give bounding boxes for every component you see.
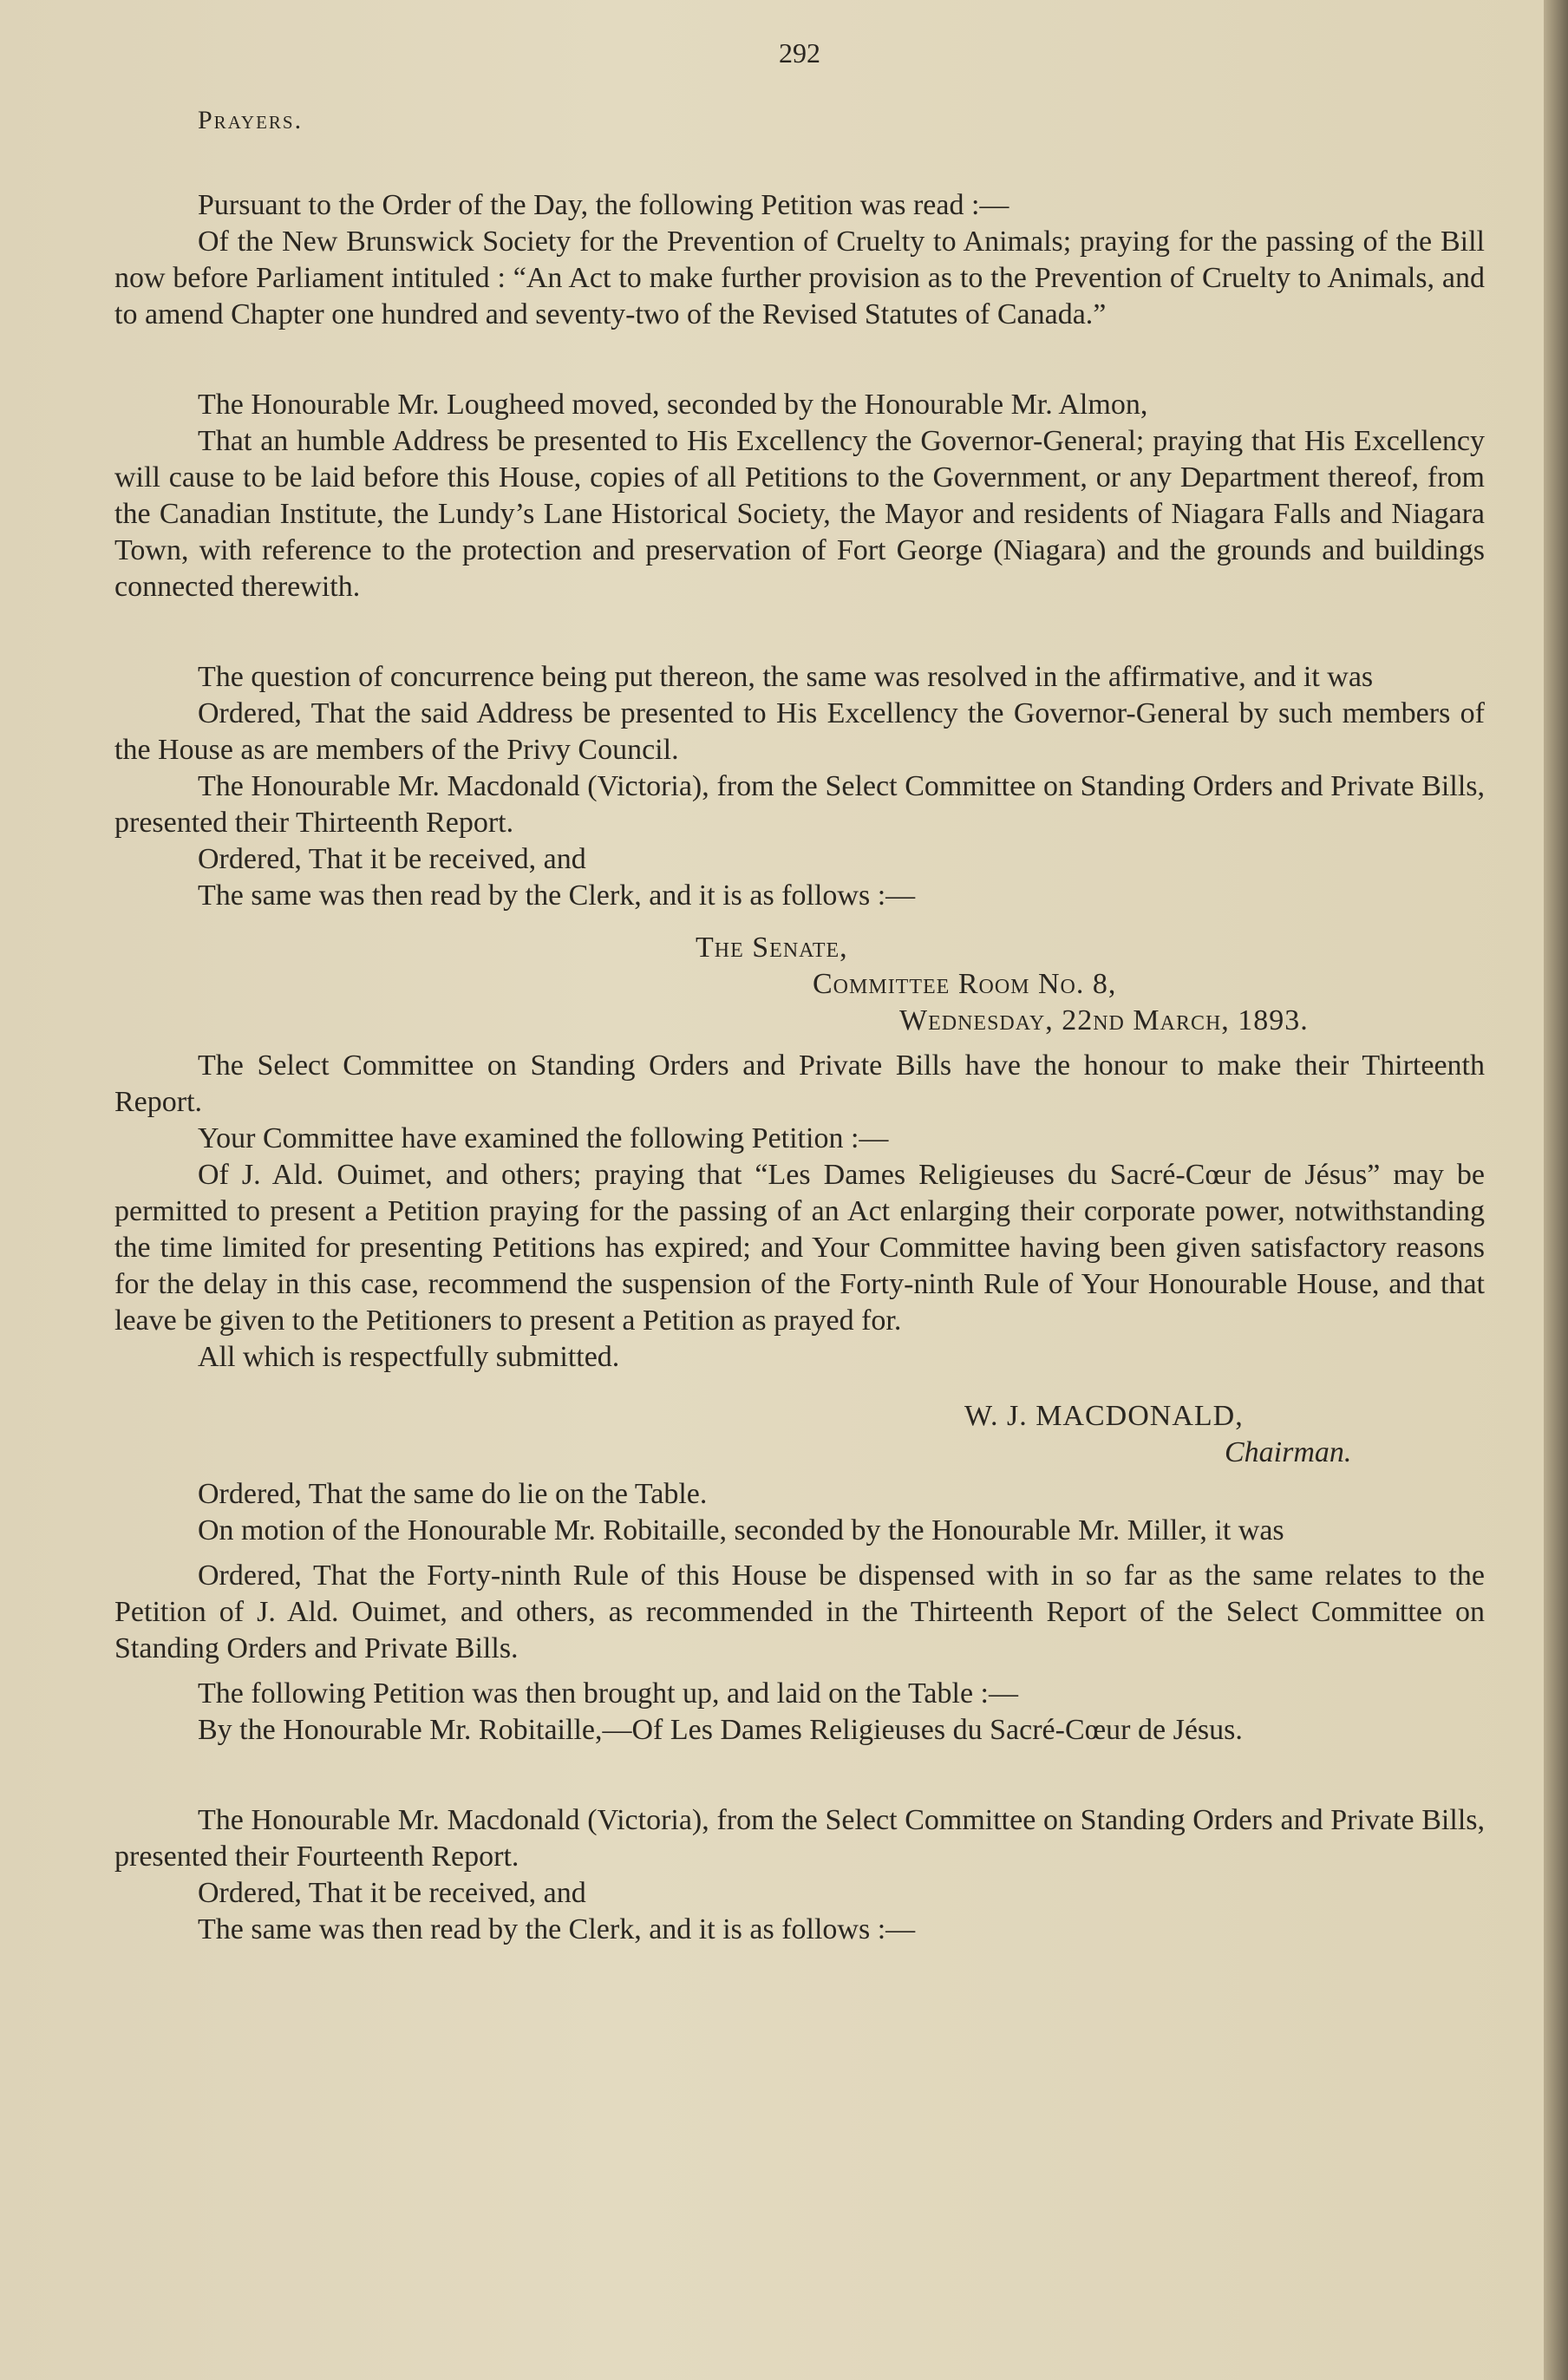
signature-title: Chairman. [1225, 1436, 1352, 1468]
paragraph: Ordered, That the Forty-ninth Rule of this House be dispensed with in so far as the same relates to the Petition of J. Ald. Ouimet, and others, as recommended in the Thirteenth Report of the Select Committee on Standing Orders and Private Bills. [114, 1559, 1485, 1664]
paragraph: The same was then read by the Clerk, and it is as follows :— [198, 1913, 916, 1945]
paragraph: Ordered, That the same do lie on the Table. [198, 1478, 708, 1510]
paragraph: The Honourable Mr. Lougheed moved, seconded by the Honourable Mr. Almon, [198, 389, 1148, 421]
page-content [114, 35, 1485, 1948]
report-header-line: The Senate, [696, 932, 848, 964]
paragraph: Of J. Ald. Ouimet, and others; praying that “Les Dames Religieuses du Sacré-Cœur de Jésus” may be permitted to present a Petition praying for the passing of an Act enlarging their corporate power, notwithstanding the time limited for presenting Petitions has expired; and Your Committee having been given satisfactory reasons for the delay in this case, recommend the suspension of the Forty-ninth Rule of Your Honourable House, and that leave be given to the Petitioners to present a Petition as prayed for. [114, 1159, 1485, 1337]
page-binding-edge [1544, 0, 1568, 2380]
paragraph: By the Honourable Mr. Robitaille,—Of Les Dames Religieuses du Sacré-Cœur de Jésus. [198, 1714, 1243, 1746]
paragraph: Of the New Brunswick Society for the Prevention of Cruelty to Animals; praying for the passing of the Bill now before Parliament intituled : “An Act to make further provision as to the Prevention of Cruelty to Animals, and to amend Chapter one hundred and seventy-two of the Revised Statutes of Canada.” [114, 226, 1485, 330]
paragraph: The Honourable Mr. Macdonald (Victoria), from the Select Committee on Standing Orders and Private Bills, presented their Thirteenth Report. [114, 770, 1485, 839]
paragraph: Pursuant to the Order of the Day, the following Petition was read :— [198, 189, 1009, 221]
page-number: 292 [779, 37, 820, 69]
paragraph: All which is respectfully submitted. [198, 1341, 620, 1373]
section-heading: Prayers. [198, 106, 304, 134]
paragraph: The same was then read by the Clerk, and it is as follows :— [198, 879, 916, 912]
report-header-line: Committee Room No. 8, [813, 968, 1117, 1000]
paragraph: The Honourable Mr. Macdonald (Victoria), from the Select Committee on Standing Orders and Private Bills, presented their Fourteenth Report. [114, 1804, 1485, 1873]
paragraph: On motion of the Honourable Mr. Robitaille, seconded by the Honourable Mr. Miller, it was [198, 1514, 1284, 1546]
paragraph: Ordered, That it be received, and [198, 1877, 586, 1909]
paragraph: The following Petition was then brought up, and laid on the Table :— [198, 1677, 1019, 1710]
paragraph: Your Committee have examined the following Petition :— [198, 1122, 889, 1154]
paragraph: Ordered, That it be received, and [198, 843, 586, 875]
paragraph: Ordered, That the said Address be presented to His Excellency the Governor-General by such members of the House as are members of the Privy Council. [114, 697, 1485, 766]
signature-block [114, 1398, 1485, 1471]
signature-name: W. J. MACDONALD, [964, 1400, 1244, 1432]
report-header-line: Wednesday, 22nd March, 1893. [899, 1004, 1309, 1036]
paragraph: The Select Committee on Standing Orders and Private Bills have the honour to make their Thirteenth Report. [114, 1049, 1485, 1118]
paragraph: The question of concurrence being put thereon, the same was resolved in the affirmative, and it was [198, 661, 1374, 693]
paragraph: That an humble Address be presented to His Excellency the Governor-General; praying that His Excellency will cause to be laid before this House, copies of all Petitions to the Government, or any Department thereof, from the Canadian Institute, the Lundy’s Lane Historical Society, the Mayor and residents of Niagara Falls and Niagara Town, with reference to the protection and preservation of Fort George (Niagara) and the grounds and buildings connected therewith. [114, 425, 1485, 603]
report-header [114, 930, 1485, 1039]
